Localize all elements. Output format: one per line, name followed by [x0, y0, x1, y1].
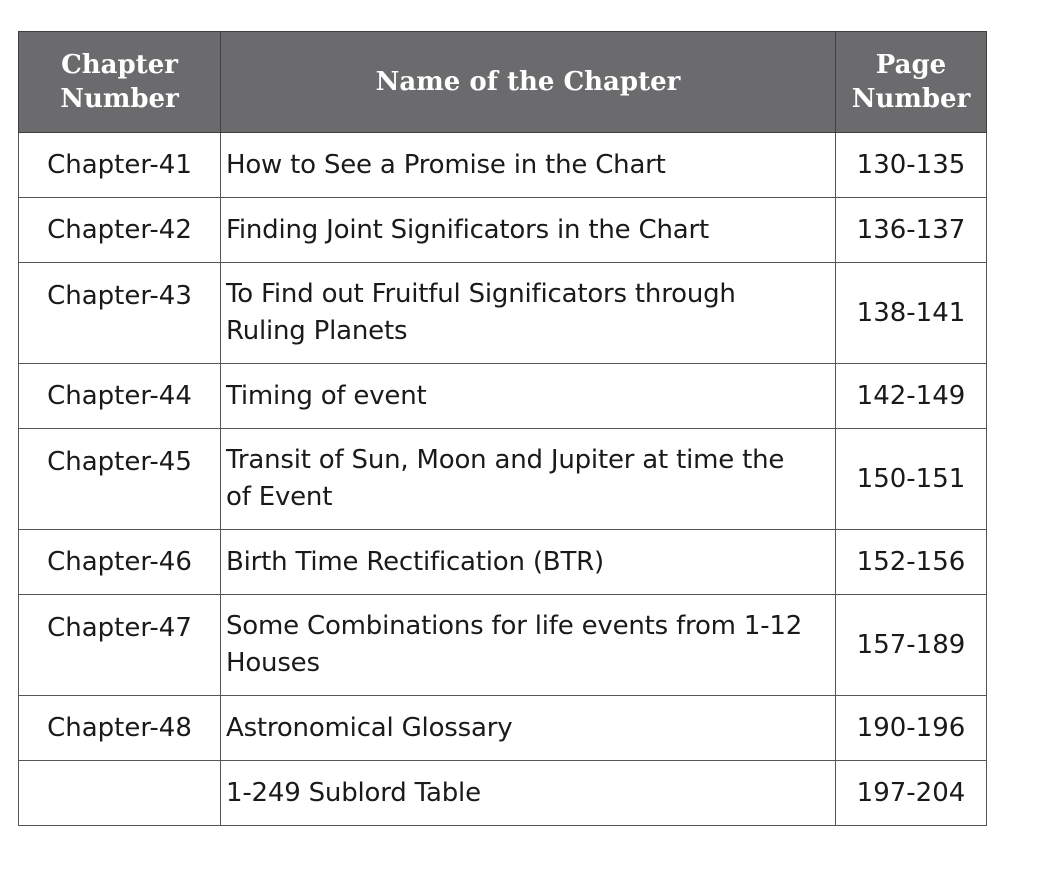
chapter-number-cell: Chapter-46 — [19, 530, 221, 595]
header-page-number-line1: Page — [875, 50, 947, 80]
table-of-contents — [18, 31, 987, 826]
page-range-cell: 150-151 — [836, 429, 987, 530]
table-row — [19, 364, 987, 429]
table-row — [19, 133, 987, 198]
chapter-number-cell: Chapter-47 — [19, 595, 221, 696]
chapter-number-cell — [19, 761, 221, 826]
table-row — [19, 198, 987, 263]
chapter-name-cell: Astronomical Glossary — [221, 696, 836, 761]
header-page-number — [836, 32, 987, 133]
header-chapter-name: Name of the Chapter — [221, 32, 836, 133]
table-row — [19, 595, 987, 696]
page-range-cell: 190-196 — [836, 696, 987, 761]
chapter-number-cell: Chapter-42 — [19, 198, 221, 263]
table-row — [19, 696, 987, 761]
chapter-number-cell: Chapter-45 — [19, 429, 221, 530]
page-range-cell: 130-135 — [836, 133, 987, 198]
chapter-name-cell: To Find out Fruitful Significators through Ruling Planets — [221, 263, 836, 364]
chapter-name-cell: Transit of Sun, Moon and Jupiter at time the of Event — [221, 429, 836, 530]
chapter-number-cell: Chapter-43 — [19, 263, 221, 364]
header-page-number-line2: Number — [851, 84, 971, 114]
header-chapter-number — [19, 32, 221, 133]
chapter-number-cell: Chapter-48 — [19, 696, 221, 761]
page-range-cell: 197-204 — [836, 761, 987, 826]
header-chapter-number-line1: Chapter — [61, 50, 178, 80]
table-row — [19, 429, 987, 530]
header-chapter-number-line2: Number — [60, 84, 179, 114]
table-row — [19, 263, 987, 364]
chapter-name-cell: How to See a Promise in the Chart — [221, 133, 836, 198]
table-row — [19, 761, 987, 826]
page-range-cell: 138-141 — [836, 263, 987, 364]
table-row — [19, 530, 987, 595]
chapter-number-cell: Chapter-41 — [19, 133, 221, 198]
table-header-row — [19, 32, 987, 133]
chapter-name-cell: 1-249 Sublord Table — [221, 761, 836, 826]
chapter-name-cell: Birth Time Rectification (BTR) — [221, 530, 836, 595]
page-range-cell: 136-137 — [836, 198, 987, 263]
page-range-cell: 157-189 — [836, 595, 987, 696]
chapter-number-cell: Chapter-44 — [19, 364, 221, 429]
chapter-name-cell: Timing of event — [221, 364, 836, 429]
page-range-cell: 152-156 — [836, 530, 987, 595]
chapter-name-cell: Some Combinations for life events from 1-12 Houses — [221, 595, 836, 696]
chapter-name-cell: Finding Joint Significators in the Chart — [221, 198, 836, 263]
page-range-cell: 142-149 — [836, 364, 987, 429]
